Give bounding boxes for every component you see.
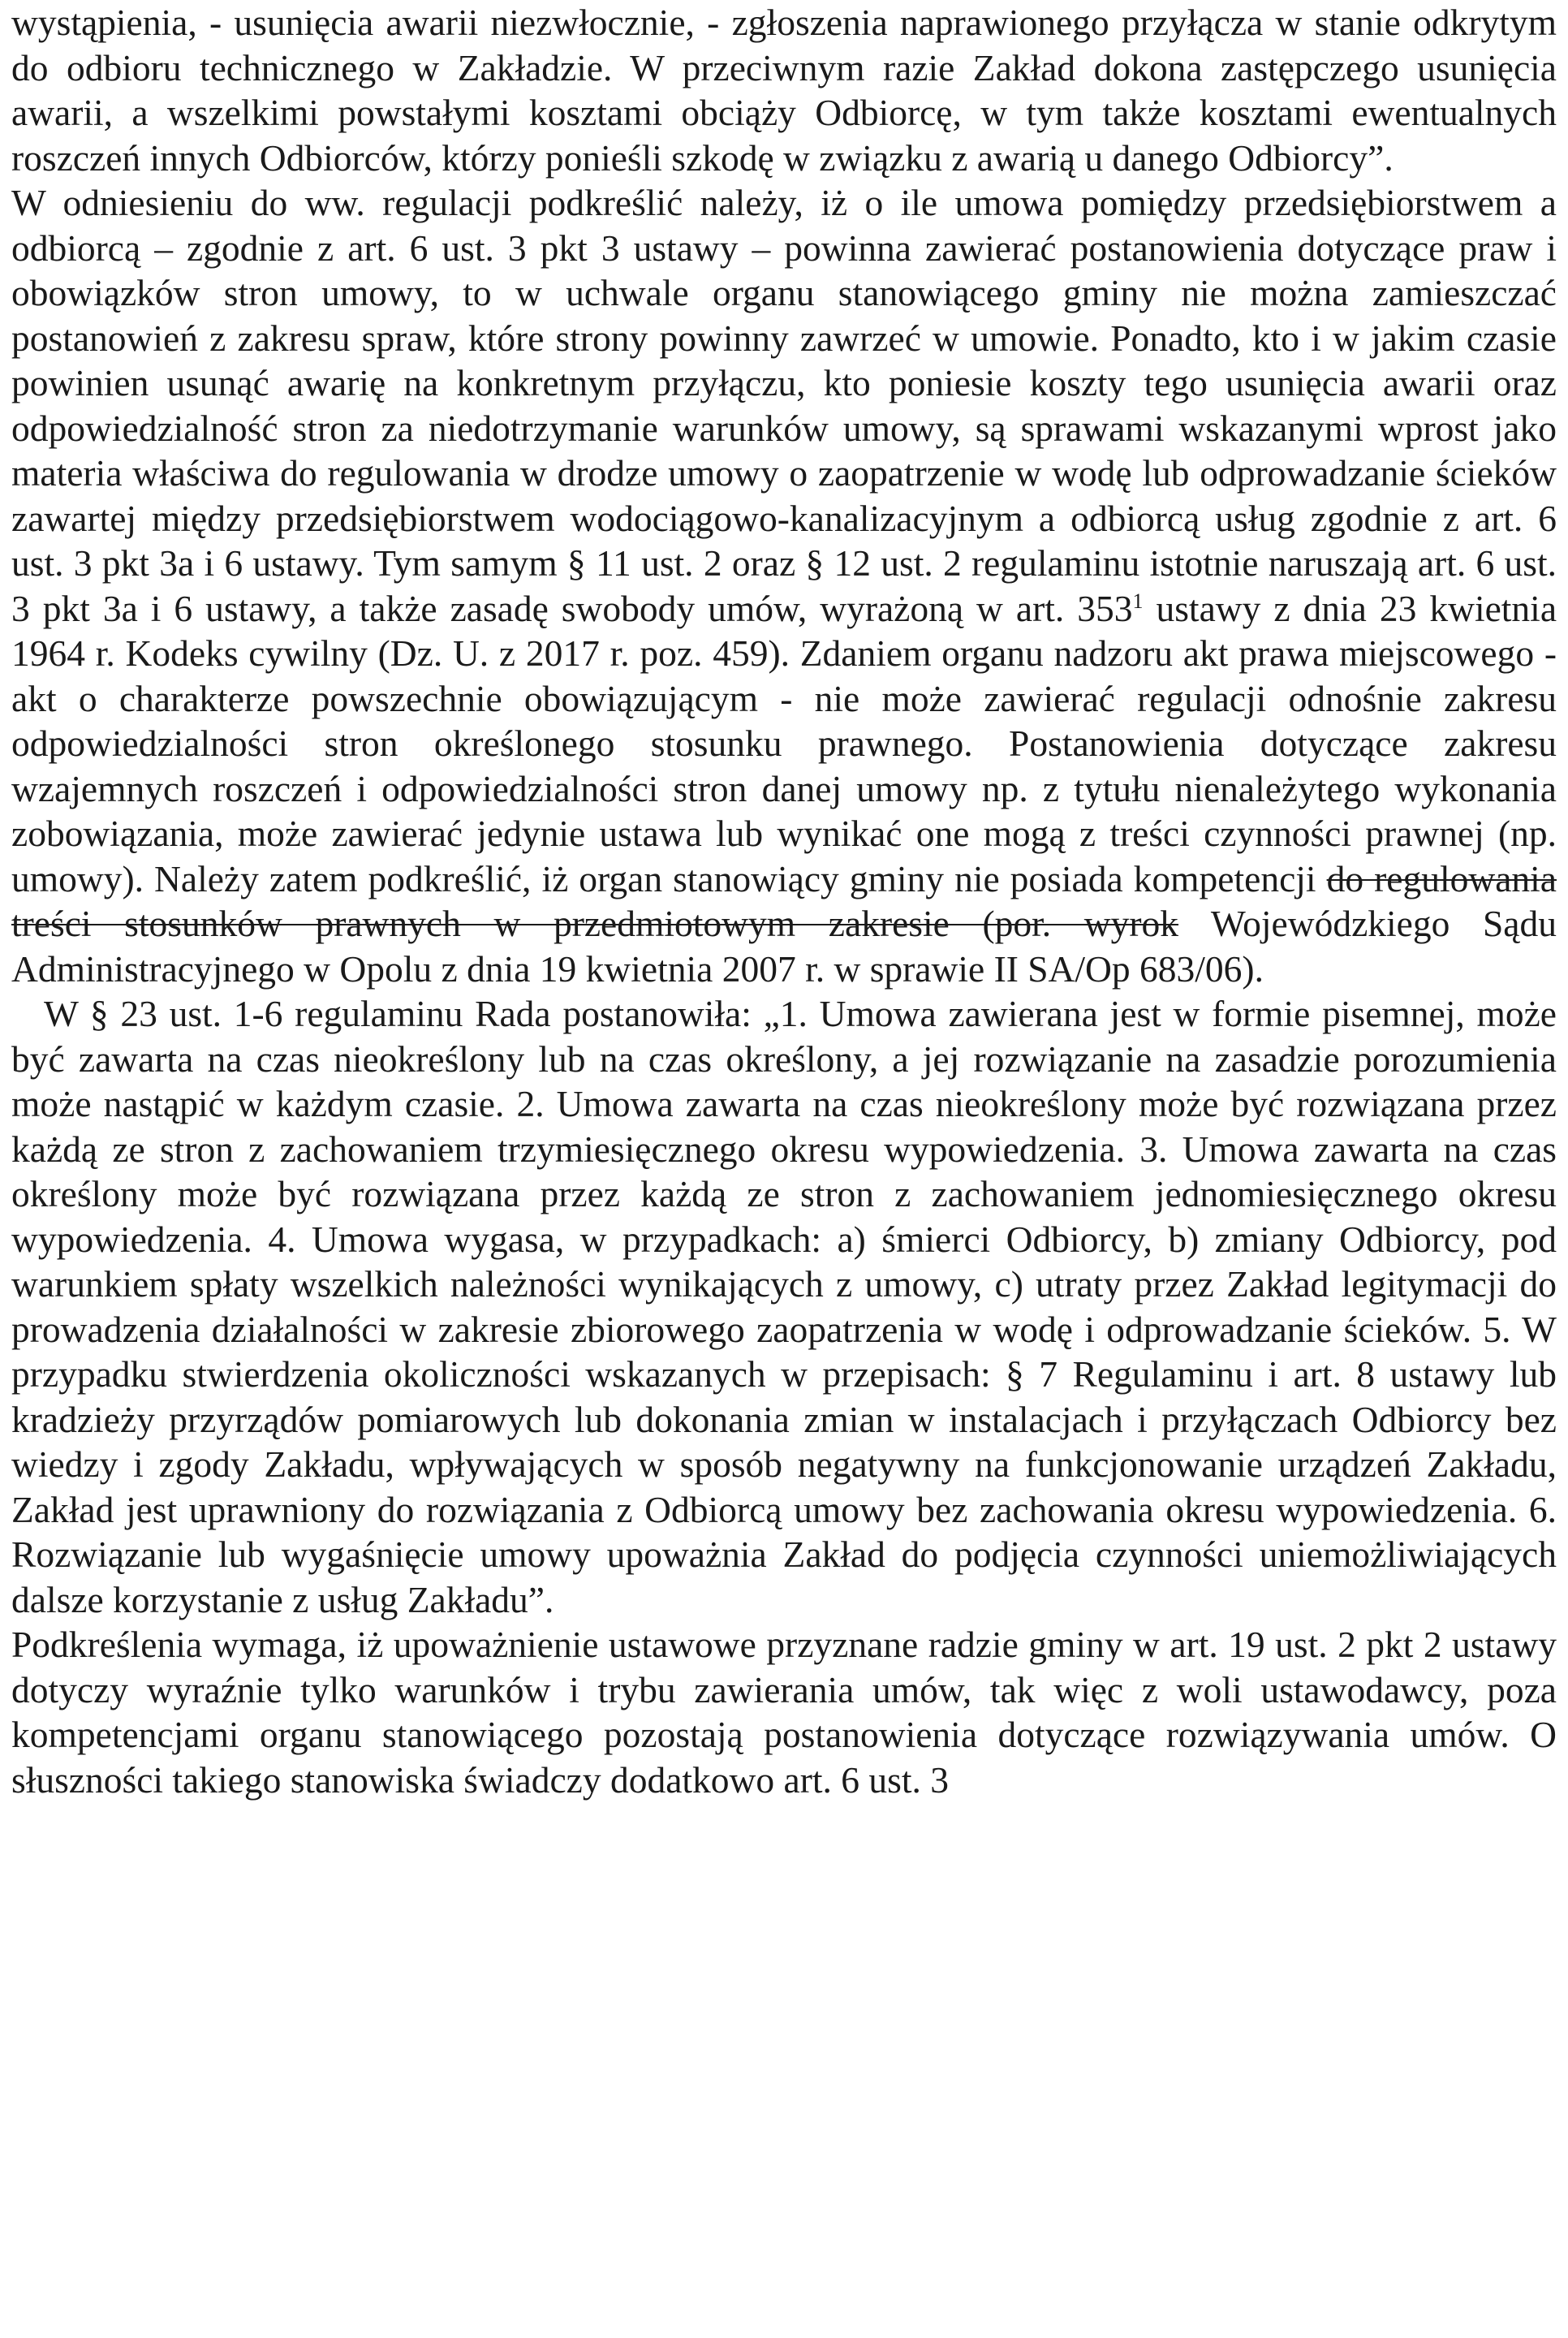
paragraph-2	[11, 180, 1557, 991]
paragraph-4: Podkreślenia wymaga, iż upoważnienie ustawowe przyznane radzie gminy w art. 19 ust. 2 pkt 2 ustawy dotyczy wyraźnie tylko warunków i trybu zawierania umów, tak więc z woli ustawodawcy, poza kompetencjami organu stanowiącego pozostają postanowienia dotyczące rozwiązywania umów. O słuszności takiego stanowiska świadczy dodatkowo art. 6 ust. 3	[11, 1624, 1557, 1801]
paragraph-3: W § 23 ust. 1-6 regulaminu Rada postanowiła: „1. Umowa zawierana jest w formie pisemnej, może być zawarta na czas nieokreślony lub na czas określony, a jej rozwiązanie na zasadzie porozumienia może nastąpić w każdym czasie. 2. Umowa zawarta na czas nieokreślony może być rozwiązana przez każdą ze stron z zachowaniem trzymiesięcznego okresu wypowiedzenia. 3. Umowa zawarta na czas określony może być rozwiązana przez każdą ze stron z zachowaniem jednomiesięcznego okresu wypowiedzenia. 4. Umowa wygasa, w przypadkach: a) śmierci Odbiorcy, b) zmiany Odbiorcy, pod warunkiem spłaty wszelkich należności wynikających z umowy, c) utraty przez Zakład legitymacji do prowadzenia działalności w zakresie zbiorowego zaopatrzenia w wodę i odprowadzanie ścieków. 5. W przypadku stwierdzenia okoliczności wskazanych w przepisach: § 7 Regulaminu i art. 8 ustawy lub kradzieży przyrządów pomiarowych lub dokonania zmian w instalacjach i przyłączach Odbiorcy bez wiedzy i zgody Zakładu, wpływających w sposób negatywny na funkcjonowanie urządzeń Zakładu, Zakład jest uprawniony do rozwiązania z Odbiorcą umowy bez zachowania okresu wypowiedzenia. 6. Rozwiązanie lub wygaśnięcie umowy upoważnia Zakład do podjęcia czynności uniemożliwiających dalsze korzystanie z usług Zakładu”.	[11, 993, 1557, 1620]
paragraph-2-text-b: ustawy z dnia 23 kwietnia 1964 r. Kodeks cywilny (Dz. U. z 2017 r. poz. 459). Zdaniem organu nadzoru akt prawa miejscowego - akt o charakterze powszechnie obowiązującym - nie może zawierać regulacji odnośnie zakresu odpowiedzialności stron określonego stosunku prawnego. Postanowienia dotyczące zakresu wzajemnych roszczeń i odpowiedzialności stron danej umowy np. z tytułu nienależytego wykonania zobowiązania, może zawierać jedynie ustawa lub wynikać one mogą z treści czynności prawnej (np. umowy). Należy zatem podkreślić, iż organ stanowiący gminy nie posiada kompetencji	[11, 587, 1557, 899]
paragraph-2-text-c: Wojewódzkiego Sądu Administracyjnego w Opolu z dnia 19 kwietnia 2007 r. w sprawie II SA/Op 683/06).	[11, 903, 1557, 990]
document-page	[11, 0, 1557, 1802]
struck-through-text: do regulowania treści stosunków prawnych w przedmiotowym zakresie (por. wyrok	[11, 857, 1557, 944]
paragraph-2-text-a: W odniesieniu do ww. regulacji podkreślić należy, iż o ile umowa pomiędzy przedsiębiorstwem a odbiorcą – zgodnie z art. 6 ust. 3 pkt 3 ustawy – powinna zawierać postanowienia dotyczące praw i obowiązków stron umowy, to w uchwale organu stanowiącego gminy nie można zamieszczać postanowień z zakresu spraw, które strony powinny zawrzeć w umowie. Ponadto, kto i w jakim czasie powinien usunąć awarię na konkretnym przyłączu, kto poniesie koszty tego usunięcia awarii oraz odpowiedzialność stron za niedotrzymanie warunków umowy, są sprawami wskazanymi wprost jako materia właściwa do regulowania w drodze umowy o zaopatrzenie w wodę lub odprowadzanie ścieków zawartej między przedsiębiorstwem wodociągowo-kanalizacyjnym a odbiorcą usług zgodnie z art. 6 ust. 3 pkt 3a i 6 ustawy. Tym samym § 11 ust. 2 oraz § 12 ust. 2 regulaminu istotnie naruszają art. 6 ust. 3 pkt 3a i 6 ustawy, a także zasadę swobody umów, wyrażoną w art. 353	[11, 182, 1557, 629]
superscript-1: 1	[1132, 589, 1144, 613]
paragraph-1: wystąpienia, - usunięcia awarii niezwłocznie, - zgłoszenia naprawionego przyłącza w stanie odkrytym do odbioru technicznego w Zakładzie. W przeciwnym razie Zakład dokona zastępczego usunięcia awarii, a wszelkimi powstałymi kosztami obciąży Odbiorcę, w tym także kosztami ewentualnych roszczeń innych Odbiorców, którzy ponieśli szkodę w związku z awarią u danego Odbiorcy”.	[11, 2, 1557, 179]
